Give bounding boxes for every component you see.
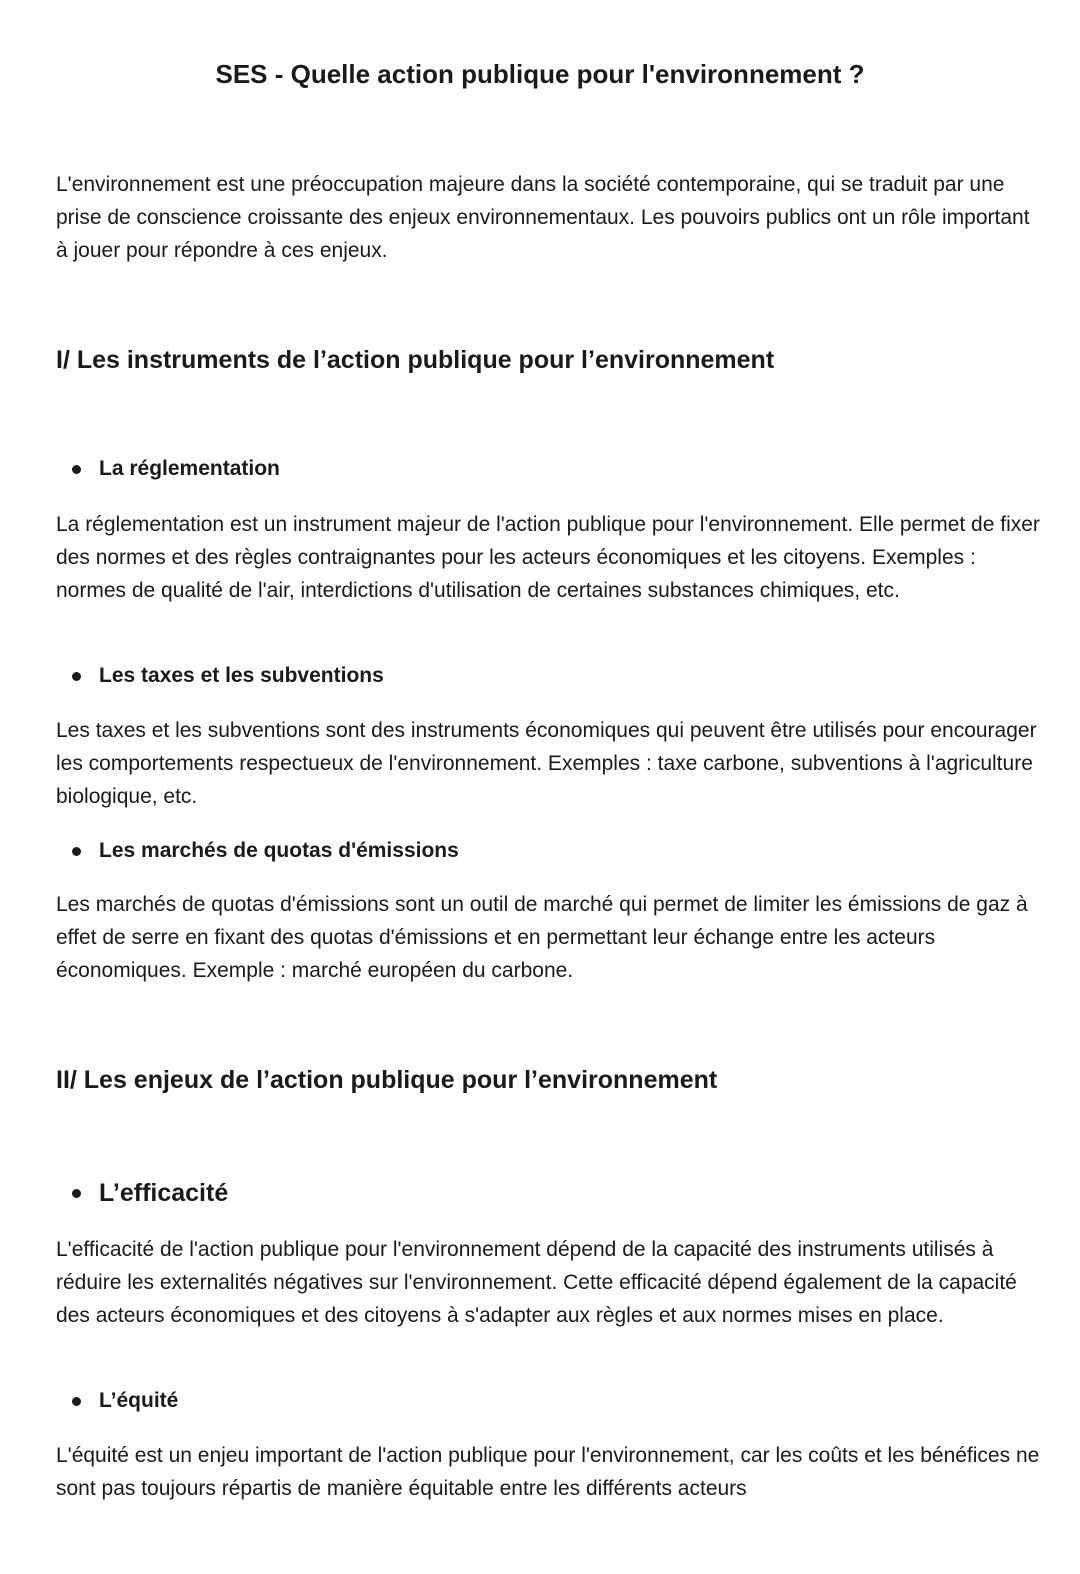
page-title: SES - Quelle action publique pour l'environnement ? <box>215 59 865 89</box>
bullet-reglementation <box>72 454 1032 484</box>
bullet-dot-icon <box>72 1189 81 1198</box>
bullet-marches-quotas <box>72 836 1032 866</box>
paragraph-equite: L'équité est un enjeu important de l'action publique pour l'environnement, car les coûts et les bénéfices ne sont pas toujours répartis de manière équitable entre les différents acteurs <box>56 1444 1040 1500</box>
intro-paragraph: L'environnement est une préoccupation majeure dans la société contemporaine, qui se traduit par une prise de conscience croissante des enjeux environnementaux. Les pouvoirs publics ont un rôle important à jouer pour répondre à ces enjeux. <box>56 173 1030 262</box>
bullet-dot-icon <box>72 672 81 681</box>
paragraph-marches-quotas: Les marchés de quotas d'émissions sont un outil de marché qui permet de limiter les émissions de gaz à effet de serre en fixant des quotas d'émissions et en permettant leur échange entre les acteurs économiques. Exemple : marché européen du carbone. <box>56 893 1028 982</box>
bullet-equite <box>72 1386 1032 1416</box>
bullet-label: L’équité <box>99 1389 179 1412</box>
section-heading-1: I/ Les instruments de l’action publique pour l’environnement <box>56 346 775 374</box>
bullet-label: L’efficacité <box>99 1179 229 1207</box>
bullet-label: Les marchés de quotas d'émissions <box>99 839 459 862</box>
paragraph-reglementation: La réglementation est un instrument majeur de l'action publique pour l'environnement. Elle permet de fixer des normes et des règles contraignantes pour les acteurs économiques et les citoyens. Exemples : normes de qualité de l'air, interdictions d'utilisation de certaines substances chimiques, etc. <box>56 513 1040 602</box>
bullet-label: Les taxes et les subventions <box>99 664 384 687</box>
section-heading-2: II/ Les enjeux de l’action publique pour l’environnement <box>56 1066 718 1094</box>
bullet-dot-icon <box>72 847 81 856</box>
bullet-dot-icon <box>72 1397 81 1406</box>
bullet-taxes-subventions <box>72 661 1032 691</box>
paragraph-taxes-subventions: Les taxes et les subventions sont des instruments économiques qui peuvent être utilisés pour encourager les comportements respectueux de l'environnement. Exemples : taxe carbone, subventions à l'agriculture biologique, etc. <box>56 719 1037 808</box>
paragraph-efficacite: L'efficacité de l'action publique pour l'environnement dépend de la capacité des instruments utilisés à réduire les externalités négatives sur l'environnement. Cette efficacité dépend également de la capacité des acteurs économiques et des citoyens à s'adapter aux règles et aux normes mises en place. <box>56 1238 1017 1327</box>
bullet-dot-icon <box>72 465 81 474</box>
bullet-efficacite <box>72 1176 1032 1210</box>
bullet-label: La réglementation <box>99 457 280 480</box>
